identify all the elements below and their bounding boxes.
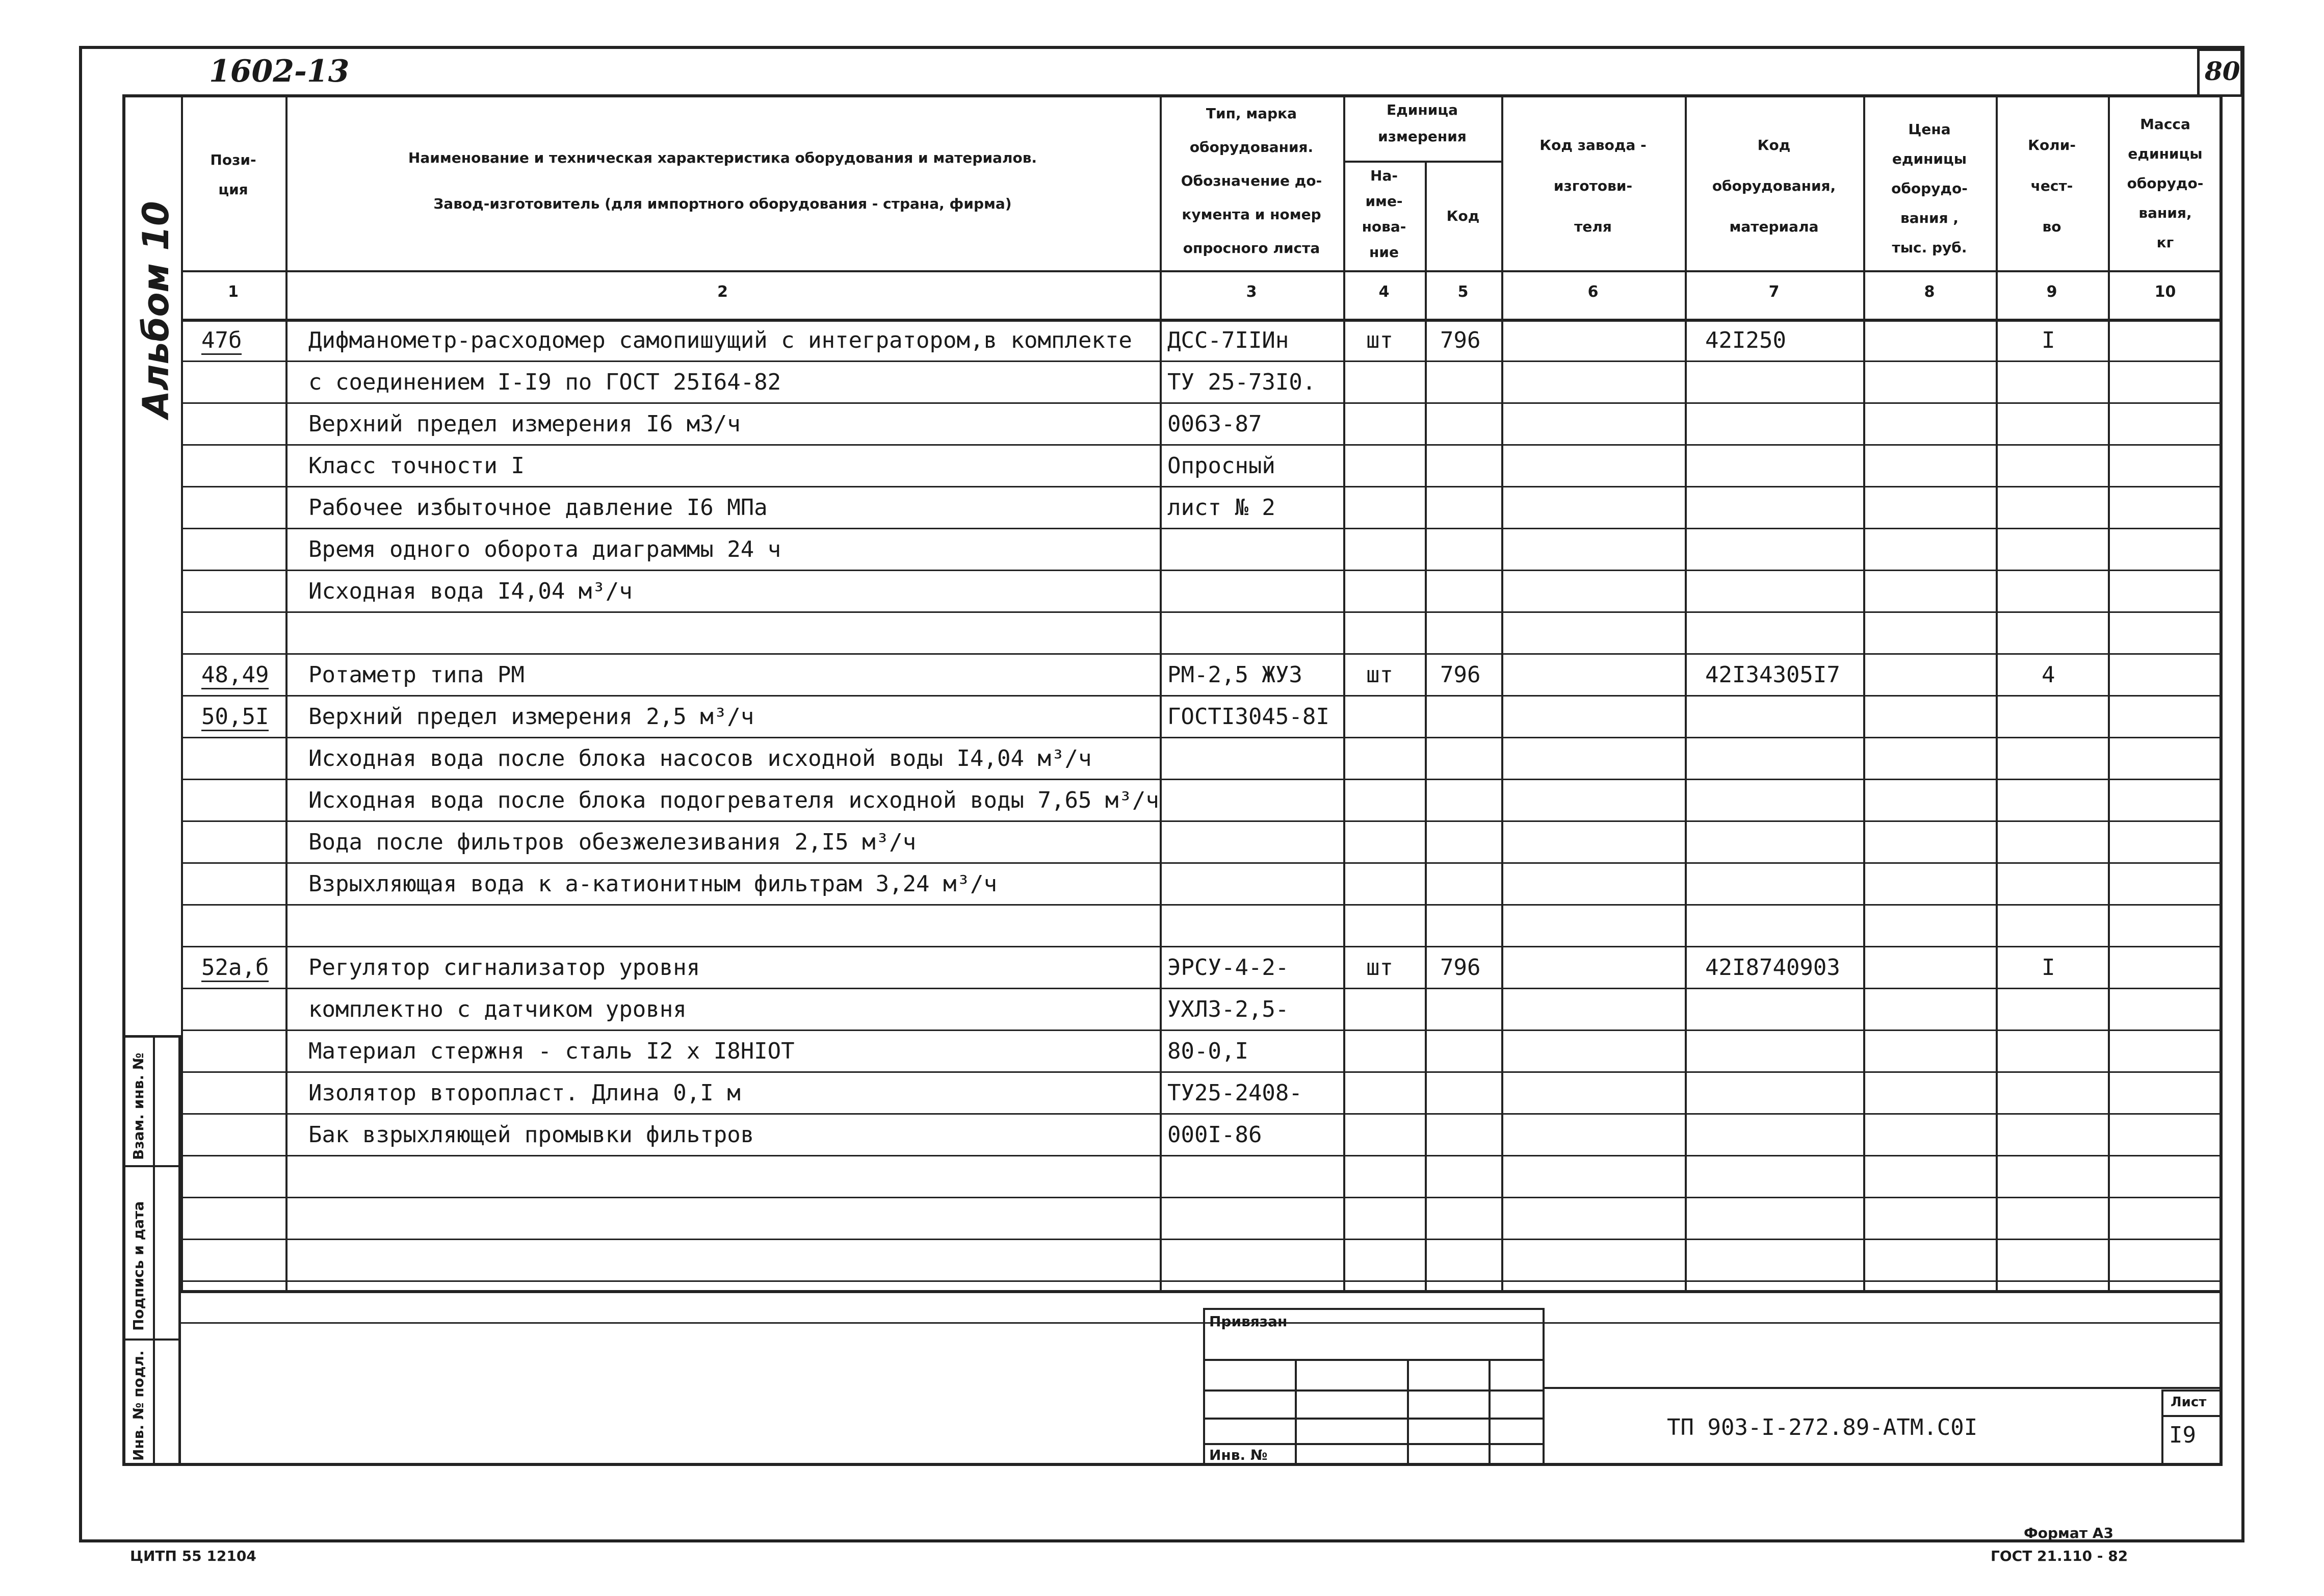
cell-qty: 4 <box>2042 662 2055 688</box>
cell-type: Опросный <box>1167 453 1275 479</box>
col-number: 10 <box>2154 283 2176 301</box>
col-number: 1 <box>228 283 239 301</box>
cell-name: Исходная вода после блока насосов исходной воды I4,04 м³/ч <box>308 745 1092 771</box>
cell-type: ГОСТI3045-8I <box>1167 704 1329 730</box>
cell-type: 000I-86 <box>1167 1122 1262 1148</box>
cell-name: Рабочее избыточное давление I6 МПа <box>308 495 768 521</box>
cell-name: Ротаметр типа РМ <box>308 662 525 688</box>
cell-qty: I <box>2042 955 2055 981</box>
title-block-line <box>1545 1387 2223 1389</box>
cell-type: 80-0,I <box>1167 1038 1248 1064</box>
sheet-number: I9 <box>2169 1422 2196 1448</box>
footer-format: Формат А3 <box>2024 1525 2113 1541</box>
album-label: Альбом 10 <box>135 201 177 418</box>
cell-name: Материал стержня - сталь I2 х I8HIOT <box>308 1038 795 1064</box>
header-pos: Пози- ция <box>210 151 256 198</box>
page-number: 80 <box>2205 56 2240 86</box>
cell-name: с соединением I-I9 по ГОСТ 25I64-82 <box>308 369 781 395</box>
col-number: 5 <box>1457 283 1469 301</box>
cell-name: Класс точности I <box>308 453 525 479</box>
cell-unit: шт <box>1366 327 1393 353</box>
cell-name: Вода после фильтров обезжелезивания 2,I5 м³/ч <box>308 829 917 855</box>
header-equipment-code: Код оборудования, материала <box>1712 137 1836 235</box>
col-number: 7 <box>1768 283 1780 301</box>
header-name: Наименование и техническая характеристика оборудования и материалов. Завод-изготовитель (для импортного оборудования - страна, фирма) <box>408 149 1037 212</box>
header-factory: Код завода - изготови- теля <box>1539 137 1647 235</box>
cell-equipment-code: 42I34305I7 <box>1705 662 1840 688</box>
col-number: 8 <box>1924 283 1935 301</box>
cell-name: Регулятор сигнализатор уровня <box>308 955 700 981</box>
spec-table <box>181 94 2223 1290</box>
cell-unit: шт <box>1366 662 1393 688</box>
cell-qty: I <box>2042 327 2055 353</box>
header-type: Тип, марка оборудования. Обозначение до- кумента и номер опросного листа <box>1181 105 1322 256</box>
cell-type: ТУ25-2408- <box>1167 1080 1302 1106</box>
footer-gost: ГОСТ 21.110 - 82 <box>1991 1548 2128 1564</box>
cell-unit-code: 796 <box>1440 955 1481 981</box>
header-unit-group: Единица измерения <box>1378 101 1467 145</box>
cell-equipment-code: 42I250 <box>1705 327 1786 353</box>
cell-pos: 50,5I <box>201 704 269 731</box>
cell-pos: 52а,б <box>201 955 269 982</box>
cell-type: 0063-87 <box>1167 411 1262 437</box>
footer-left: ЦИТП 55 12104 <box>130 1548 256 1564</box>
col-number: 2 <box>717 283 728 301</box>
cell-equipment-code: 42I8740903 <box>1705 955 1840 981</box>
cell-type: УХЛЗ-2,5- <box>1167 996 1289 1022</box>
header-unit-name: На- име- нова- ние <box>1362 167 1406 261</box>
title-code: ТП 903-I-272.89-АТМ.С0I <box>1667 1414 1978 1440</box>
header-qty: Коли- чест- во <box>2028 137 2076 235</box>
cell-name: Верхний предел измерения 2,5 м³/ч <box>308 704 754 730</box>
col-number: 4 <box>1378 283 1390 301</box>
cell-pos: 47б <box>201 328 242 355</box>
cell-name: Исходная вода после блока подогревателя исходной воды 7,65 м³/ч <box>308 787 1159 813</box>
doc-code: 1602-13 <box>209 54 350 89</box>
cell-type: ЭРСУ-4-2- <box>1167 955 1289 981</box>
sheet-label: Лист <box>2171 1395 2207 1410</box>
side-label-replace: Взам. инв. № <box>130 1052 147 1160</box>
cell-name: Дифманометр-расходомер самопишущий с интегратором,в комплекте <box>308 327 1132 353</box>
binding-stamp <box>1203 1308 1545 1466</box>
stamp-bound: Привязан <box>1209 1313 1288 1330</box>
col-number: 3 <box>1246 283 1257 301</box>
cell-name: Взрыхляющая вода к а-катионитным фильтрам 3,24 м³/ч <box>308 871 998 897</box>
cell-pos: 48,49 <box>201 662 269 689</box>
cell-unit-code: 796 <box>1440 662 1481 688</box>
header-unit-code: Код <box>1446 208 1480 224</box>
cell-name: комплектно с датчиком уровня <box>308 996 687 1022</box>
header-price: Цена единицы оборудо- вания , тыс. руб. <box>1891 121 1968 256</box>
side-label-signature: Подпись и дата <box>130 1201 147 1331</box>
col-number: 9 <box>2046 283 2057 301</box>
cell-type: лист № 2 <box>1167 495 1275 521</box>
cell-name: Верхний предел измерения I6 м3/ч <box>308 411 741 437</box>
cell-unit: шт <box>1366 955 1393 981</box>
col-number: 6 <box>1587 283 1599 301</box>
cell-type: ТУ 25-73I0. <box>1167 369 1316 395</box>
cell-name: Время одного оборота диаграммы 24 ч <box>308 536 781 562</box>
cell-name: Исходная вода I4,04 м³/ч <box>308 578 633 604</box>
cell-type: ДСС-7IIИн <box>1167 327 1289 353</box>
cell-name: Бак взрыхляющей промывки фильтров <box>308 1122 754 1148</box>
cell-name: Изолятор второпласт. Длина 0,I м <box>308 1080 741 1106</box>
stamp-inv: Инв. № <box>1209 1447 1268 1463</box>
side-label-inventory: Инв. № подл. <box>130 1350 147 1461</box>
cell-unit-code: 796 <box>1440 327 1481 353</box>
cell-type: РМ-2,5 ЖУЗ <box>1167 662 1302 688</box>
header-mass: Масса единицы оборудо- вания, кг <box>2127 116 2204 251</box>
